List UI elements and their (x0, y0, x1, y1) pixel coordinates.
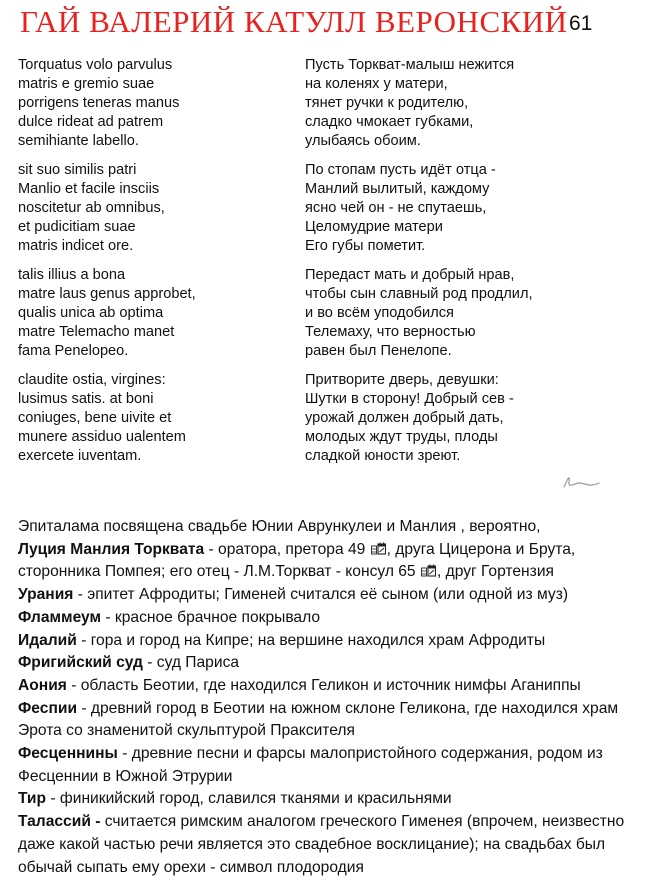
note-text: - суд Париса (142, 654, 240, 672)
latin-verse-line: dulce rideat ad patrem (18, 114, 164, 130)
note-entry (18, 675, 640, 698)
russian-verse-line: и во всём уподобился (305, 305, 454, 321)
note-entry (18, 607, 640, 630)
latin-stanza (18, 161, 288, 256)
note-term: Фламмеум (18, 608, 102, 626)
russian-verse-line: урожай должен добрый дать, (305, 410, 504, 426)
latin-verse-line: semihiante labello. (18, 133, 139, 149)
note-entry (18, 811, 640, 879)
russian-verse-line: Шутки в сторону! Добрый сев - (305, 391, 514, 407)
note-text: - красное брачное покрывало (101, 608, 321, 626)
latin-verse-line: porrigens teneras manus (18, 95, 180, 111)
note-entry (18, 652, 640, 675)
russian-poem-column (305, 56, 635, 476)
russian-stanza (305, 371, 635, 466)
calendar-icon (371, 542, 386, 555)
signature-mark (556, 470, 600, 492)
latin-verse-line: coniuges, bene uivite et (18, 410, 172, 426)
latin-stanza (18, 266, 288, 361)
russian-verse-line: равен был Пенелопе. (305, 343, 452, 359)
page-header (20, 4, 640, 44)
russian-verse-line: Притворите дверь, девушки: (305, 372, 499, 388)
russian-verse-line: По стопам пусть идёт отца - (305, 162, 496, 178)
note-term: Фесценнины (18, 745, 118, 763)
note-term: Тир (18, 790, 47, 808)
latin-verse-line: matris e gremio suae (18, 76, 155, 92)
note-text: - финикийский город, славился тканями и красильнями (46, 790, 452, 808)
latin-verse-line: Manlio et facile insciis (18, 181, 160, 197)
latin-poem-column (18, 56, 288, 476)
russian-verse-line: Пусть Торкват-малыш нежится (305, 57, 515, 73)
latin-verse-line: fama Penelopeo. (18, 343, 129, 359)
note-text: , друга Цицерона и Брута, сторонника Помпея; его отец - Л.М.Торкват - консул 65 (18, 540, 576, 581)
note-entry (18, 584, 640, 607)
commentary-notes (18, 516, 640, 879)
latin-stanza (18, 371, 288, 466)
latin-verse-line: sit suo similis patri (18, 162, 137, 178)
latin-verse-line: matris indicet ore. (18, 238, 134, 254)
latin-verse-line: noscitetur ab omnibus, (18, 200, 165, 216)
note-entry (18, 788, 640, 811)
russian-verse-line: Манлий вылитый, каждому (305, 181, 490, 197)
note-entry (18, 743, 640, 788)
latin-verse-line: matre laus genus approbet, (18, 286, 196, 302)
russian-verse-line: Передаст мать и добрый нрав, (305, 267, 515, 283)
russian-verse-line: улыбаясь обоим. (305, 133, 421, 149)
note-text: - эпитет Афродиты; Гименей считался её сыном (или одной из муз) (73, 586, 569, 604)
russian-stanza (305, 266, 635, 361)
russian-verse-line: ясно чей он - не спутаешь, (305, 200, 487, 216)
russian-verse-line: Телемаху, что верностью (305, 324, 476, 340)
note-entry (18, 630, 640, 653)
latin-verse-line: et pudicitiam suae (18, 219, 136, 235)
latin-verse-line: munere assiduo ualentem (18, 429, 186, 445)
note-text: - область Беотии, где находился Геликон и источник нимфы Аганиппы (66, 676, 581, 694)
russian-verse-line: тянет ручки к родителю, (305, 95, 469, 111)
latin-verse-line: exercete iuventam. (18, 448, 142, 464)
note-entry (18, 698, 640, 743)
russian-verse-line: чтобы сын славный род продлил, (305, 286, 533, 302)
latin-stanza (18, 56, 288, 151)
page-number: 61 (569, 12, 593, 35)
latin-verse-line: lusimus satis. at boni (18, 391, 154, 407)
russian-verse-line: Его губы пометит. (305, 238, 426, 254)
latin-verse-line: Torquatus volo parvulus (18, 57, 173, 73)
note-term: Луция Манлия Торквата (18, 540, 205, 558)
russian-verse-line: сладко чмокает губками, (305, 114, 474, 130)
page-title: ГАЙ ВАЛЕРИЙ КАТУЛЛ ВЕРОНСКИЙ (20, 4, 568, 39)
russian-stanza (305, 56, 635, 151)
note-intro: Эпиталама посвящена свадьбе Юнии Аврункулеи и Манлия , вероятно, (18, 518, 541, 535)
note-term: Феспии (18, 699, 78, 717)
latin-verse-line: matre Telemacho manet (18, 324, 175, 340)
note-term: Идалий (18, 631, 77, 649)
calendar-icon (421, 564, 436, 577)
latin-verse-line: claudite ostia, virgines: (18, 372, 166, 388)
note-text: - древний город в Беотии на южном склоне Геликона, где находился храм Эрота со знаменитой скульптурой Праксителя (18, 699, 619, 740)
note-term: Фригийский суд (18, 654, 143, 672)
russian-verse-line: молодых ждут труды, плоды (305, 429, 498, 445)
russian-verse-line: на коленях у матери, (305, 76, 448, 92)
note-text: - оратора, претора 49 (204, 540, 370, 558)
note-text: считается римским аналогом греческого Гименея (впрочем, неизвестно даже какой частью речи является это свадебное восклицание); на свадьбах был обычай сыпать ему орехи - символ плодородия (18, 813, 625, 876)
russian-verse-line: сладкой юности зреют. (305, 448, 461, 464)
note-term: Талассий - (18, 813, 101, 831)
note-term: Урания (18, 586, 74, 604)
note-text: , друг Гортензия (436, 563, 554, 581)
latin-verse-line: talis illius a bona (18, 267, 126, 283)
note-text: - гора и город на Кипре; на вершине находился храм Афродиты (76, 631, 546, 649)
note-text: - древние песни и фарсы малопристойного содержания, родом из Фесценнии в Южной Этрурии (18, 745, 603, 785)
note-lucius (18, 539, 640, 584)
russian-verse-line: Целомудрие матери (305, 219, 443, 235)
note-term: Аония (18, 676, 67, 694)
latin-verse-line: qualis unica ab optima (18, 305, 164, 321)
russian-stanza (305, 161, 635, 256)
